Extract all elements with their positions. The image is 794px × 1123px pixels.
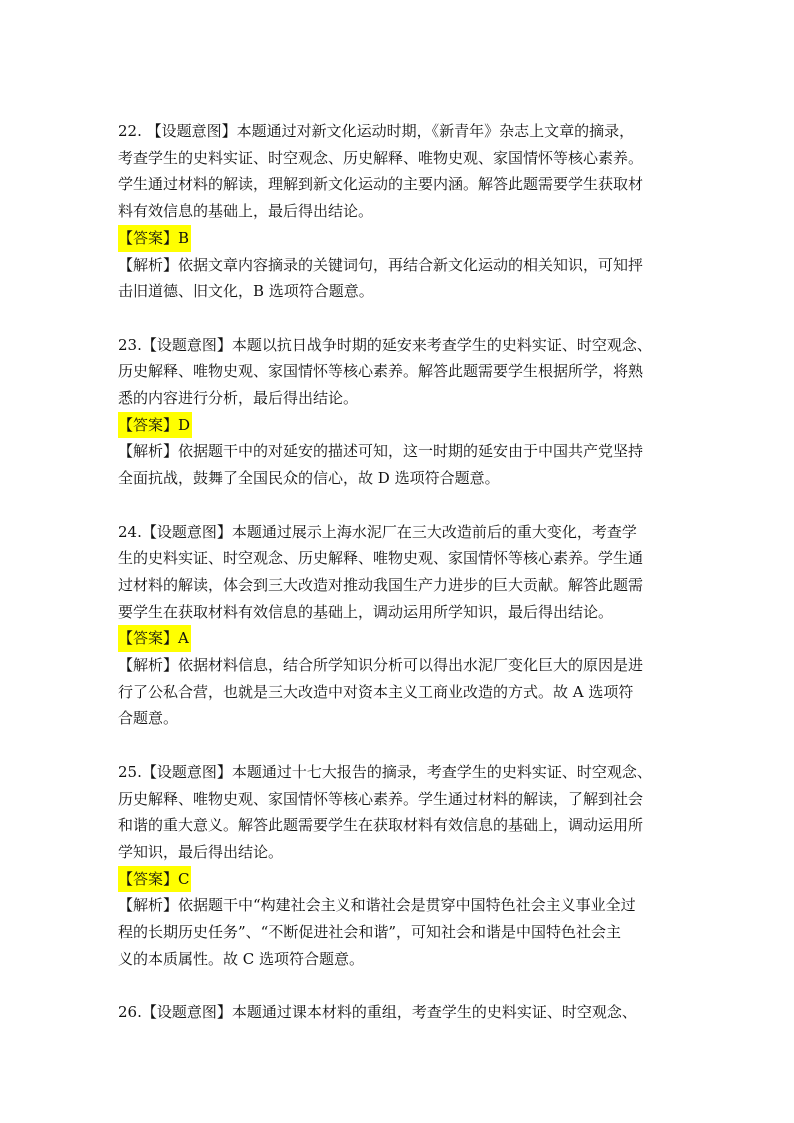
question-23 <box>118 332 678 492</box>
intent-line: 生的史料实证、时空观念、历史解释、唯物史观、家国情怀等核心素养。学生通 <box>118 549 644 568</box>
question-25 <box>118 759 678 973</box>
intent-line: 22. 【设题意图】本题通过对新文化运动时期，《新青年》杂志上文章的摘录， <box>118 122 635 140</box>
intent-line: 历史解释、唯物史观、家国情怀等核心素养。学生通过材料的解读，了解到社会 <box>118 789 644 808</box>
intent-line: 料有效信息的基础上，最后得出结论。 <box>118 202 374 221</box>
question-24 <box>118 519 678 733</box>
intent-line: 过材料的解读，体会到三大改造对推动我国生产力进步的巨大贡献。解答此题需 <box>118 575 644 594</box>
intent-line: 考查学生的史料实证、时空观念、历史解释、唯物史观、家国情怀等核心素养。 <box>118 148 644 167</box>
analysis-line: 义的本质属性。故 C 选项符合题意。 <box>118 949 365 968</box>
intent-line: 历史解释、唯物史观、家国情怀等核心素养。解答此题需要学生根据所学，将熟 <box>118 362 644 381</box>
analysis-line: 【解析】依据题干中的对延安的描述可知，这一时期的延安由于中国共产党坚持 <box>118 442 644 461</box>
answer-label: 【答案】B <box>118 225 191 252</box>
answer-label: 【答案】C <box>118 866 191 893</box>
analysis-line: 行了公私合营，也就是三大改造中对资本主义工商业改造的方式。故 A 选项符 <box>118 682 634 701</box>
intent-line: 24.【设题意图】本题通过展示上海水泥厂在三大改造前后的重大变化，考查学 <box>118 522 637 541</box>
question-26 <box>118 999 678 1026</box>
intent-line: 25.【设题意图】本题通过十七大报告的摘录，考查学生的史料实证、时空观念、 <box>118 762 652 781</box>
analysis-line: 全面抗战，鼓舞了全国民众的信心，故 D 选项符合题意。 <box>118 469 500 488</box>
intent-line: 学知识，最后得出结论。 <box>118 842 284 861</box>
intent-line: 23.【设题意图】本题以抗日战争时期的延安来考查学生的史料实证、时空观念、 <box>118 335 652 354</box>
question-22 <box>118 118 678 305</box>
intent-line: 学生通过材料的解读，理解到新文化运动的主要内涵。解答此题需要学生获取材 <box>118 175 644 194</box>
intent-line: 26.【设题意图】本题通过课本材料的重组，考查学生的史料实证、时空观念、 <box>118 1003 637 1022</box>
analysis-line: 【解析】依据材料信息，结合所学知识分析可以得出水泥厂变化巨大的原因是进 <box>118 656 644 675</box>
answer-label: 【答案】A <box>118 625 191 652</box>
answer-label: 【答案】D <box>118 412 192 439</box>
analysis-line: 合题意。 <box>118 709 179 728</box>
intent-line: 要学生在获取材料有效信息的基础上，调动运用所学知识，最后得出结论。 <box>118 602 614 621</box>
analysis-line: 击旧道德、旧文化，B 选项符合题意。 <box>118 282 374 301</box>
document-page <box>118 118 678 1053</box>
analysis-line: 【解析】依据文章内容摘录的关键词句，再结合新文化运动的相关知识，可知抨 <box>118 255 644 274</box>
analysis-line: 程的长期历史任务”、“不断促进社会和谐”，可知社会和谐是中国特色社会主 <box>118 923 622 942</box>
intent-line: 和谐的重大意义。解答此题需要学生在获取材料有效信息的基础上，调动运用所 <box>118 816 644 835</box>
intent-line: 悉的内容进行分析，最后得出结论。 <box>118 389 359 408</box>
analysis-line: 【解析】依据题干中“构建社会主义和谐社会是贯穿中国特色社会主义事业全过 <box>118 896 636 915</box>
